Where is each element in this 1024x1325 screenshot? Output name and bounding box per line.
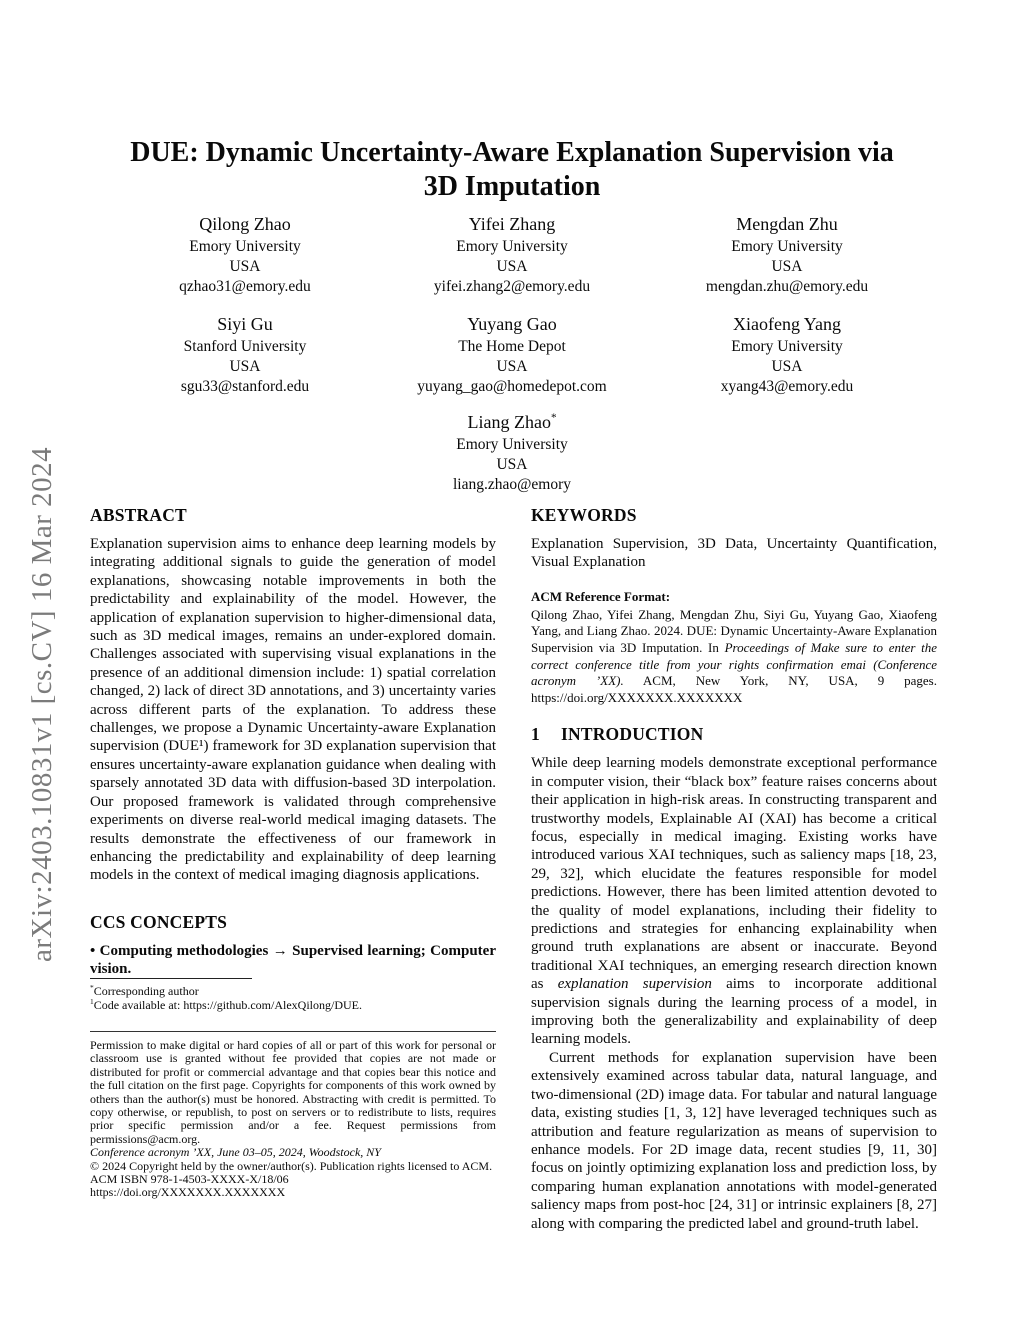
- keywords-heading: KEYWORDS: [531, 505, 637, 525]
- keywords-text: Explanation Supervision, 3D Data, Uncertainty Quantification, Visual Explanation: [531, 536, 937, 571]
- doi-line: https://doi.org/XXXXXXX.XXXXXXX: [90, 1185, 286, 1200]
- left-column: [90, 505, 496, 979]
- author-block: [362, 213, 662, 297]
- author-country: USA: [771, 258, 803, 275]
- author-email: mengdan.zhu@emory.edu: [705, 278, 869, 295]
- author-name: Liang Zhao*: [467, 412, 557, 432]
- author-name: Qilong Zhao: [199, 214, 291, 234]
- ccs-text: • Computing methodologies → Supervised learning; Computer vision.: [90, 942, 496, 978]
- author-country: USA: [496, 258, 528, 275]
- author-country: USA: [771, 358, 803, 375]
- footnote-divider: [90, 978, 252, 979]
- footnote-corresponding: *Corresponding author: [90, 983, 199, 998]
- author-country: USA: [496, 456, 528, 473]
- paper-title-line2: 3D Imputation: [423, 171, 601, 202]
- author-affiliation: Emory University: [731, 238, 843, 255]
- author-affiliation: The Home Depot: [458, 338, 566, 355]
- conference-line: Conference acronym ’XX, June 03–05, 2024, Woodstock, NY: [90, 1145, 381, 1160]
- permission-block: [90, 1039, 496, 1200]
- corresponding-author-marker: *: [550, 412, 557, 424]
- author-country: USA: [229, 358, 261, 375]
- author-country: USA: [229, 258, 261, 275]
- author-email: liang.zhao@emory: [453, 476, 571, 493]
- intro-paragraph-1: While deep learning models demonstrate exceptional performance in computer vision, their “black box” feature raises concerns about their application in high-risk areas. In constructing transparent and trustworthy models, Explainable AI (XAI) has become a critical focus, especially in medical imaging. Existing works have introduced various XAI techniques, such as saliency maps [18, 23, 29, 32], which elucidate the features responsible for model predictions. However, there has been limited attention devoted to the quality of model explanations, including their fidelity to predictions and strategies for enhancing explainability when ground truth explanations are absent or inaccurate. Beyond traditional XAI techniques, an emerging research direction known as explanation supervision aims to incorporate additional supervision signals during the learning process of a model, in improving both the generalizability and explainability of deep learning models.: [531, 755, 937, 1048]
- footnote-code: $^1$Code available at: https://github.com/AlexQilong/DUE.: [90, 997, 363, 1012]
- introduction-heading: 1 INTRODUCTION: [531, 724, 704, 745]
- section-number: 1: [531, 724, 540, 745]
- author-block: [95, 313, 395, 397]
- right-column: [531, 505, 937, 1233]
- author-affiliation: Emory University: [731, 338, 843, 355]
- paper-title: [62, 136, 962, 204]
- acm-reference-text: Qilong Zhao, Yifei Zhang, Mengdan Zhu, Siyi Gu, Yuyang Gao, Xiaofeng Yang, and Liang Zhao. 2024. DUE: Dynamic Uncertainty-Aware Explanation Supervision via 3D Imputation. In Proceedings of Make sure to enter the correct conference title from your rights confirmation emai (Conference acronym ’XX). ACM, New York, NY, USA, 9 pages. https://doi.org/XXXXXXX.XXXXXXX: [531, 606, 938, 705]
- author-block: [362, 411, 662, 495]
- copyright-line: © 2024 Copyright held by the owner/author(s). Publication rights licensed to ACM.: [90, 1158, 493, 1173]
- paper-title-line1: DUE: Dynamic Uncertainty-Aware Explanation Supervision via: [130, 137, 894, 168]
- author-affiliation: Emory University: [456, 238, 568, 255]
- author-email: yuyang_gao@homedepot.com: [417, 378, 607, 395]
- author-email: qzhao31@emory.edu: [179, 278, 311, 295]
- author-country: USA: [496, 358, 528, 375]
- author-name: Siyi Gu: [217, 314, 273, 334]
- abstract-heading: ABSTRACT: [90, 505, 187, 525]
- author-name: Yuyang Gao: [467, 314, 557, 334]
- author-email: xyang43@emory.edu: [720, 378, 854, 395]
- author-affiliation: Emory University: [189, 238, 301, 255]
- arxiv-watermark: arXiv:2403.10831v1 [cs.CV] 16 Mar 2024: [26, 446, 58, 962]
- ccs-heading: CCS CONCEPTS: [90, 911, 228, 932]
- author-name: Yifei Zhang: [468, 214, 556, 234]
- abstract-text: Explanation supervision aims to enhance deep learning models by integrating additional signals to guide the generation of model explanations, showcasing notable improvements in both the predictability and explainability of the model. However, the application of explanation supervision to higher-dimensional data, such as 3D medical images, remains an under-explored domain. Challenges associated with supervising visual explanations in the presence of an additional dimension include: 1) spatial correlation changed, 2) lack of direct 3D annotations, and 3) uncertainty varies across different parts of the explanation. To address these challenges, we propose a Dynamic Uncertainty-aware Explanation supervision (DUE¹) framework for 3D explanation supervision that ensures uncertainty-aware explanation guidance when dealing with sparsely annotated 3D data with diffusion-based 3D interpolation. Our proposed framework is validated through comprehensive experiments on diverse real-world medical imaging datasets. The results demonstrate the effectiveness of our framework in enhancing the predictability and explainability of deep learning models in the context of medical imaging diagnosis applications.: [90, 536, 496, 884]
- author-block: [362, 313, 662, 397]
- footnotes: [90, 984, 496, 1012]
- author-affiliation: Emory University: [456, 436, 568, 453]
- author-block: [95, 213, 395, 297]
- permission-text: Permission to make digital or hard copies of all or part of this work for personal or classroom use is granted without fee provided that copies are not made or distributed for profit or commercial advantage and that copies bear this notice and the full citation on the first page. Copyrights for components of this work owned by others than the author(s) must be honored. Abstracting with credit is permitted. To copy otherwise, or republish, to post on servers or to redistribute to lists, requires prior specific permission and/or a fee. Request permissions from permissions@acm.org.: [90, 1038, 496, 1146]
- permission-divider: [90, 1031, 496, 1032]
- author-block: [637, 313, 937, 397]
- author-affiliation: Stanford University: [183, 338, 307, 355]
- author-name: Xiaofeng Yang: [733, 314, 841, 334]
- isbn-line: ACM ISBN 978-1-4503-XXXX-X/18/06: [90, 1172, 289, 1187]
- author-name: Mengdan Zhu: [736, 214, 838, 234]
- author-email: sgu33@stanford.edu: [180, 378, 310, 395]
- author-email: yifei.zhang2@emory.edu: [433, 278, 591, 295]
- author-block: [637, 213, 937, 297]
- acm-reference-heading: ACM Reference Format:: [531, 588, 671, 604]
- intro-paragraph-2: Current methods for explanation supervision have been extensively examined across tabular data, natural language, and two-dimensional (2D) image data. For tabular and natural language data, existing studies [1, 3, 12] have leveraged techniques such as attribution and feature regularization as means of supervision to enhance models. For 2D image data, recent studies [9, 11, 30] focus on jointly optimizing explanation loss and prediction loss, by comparing human explanation annotations with model-generated saliency maps from post-hoc [24, 31] or intrinsic explainers [8, 27] along with comparing the predicted label and ground-truth label.: [531, 1049, 937, 1232]
